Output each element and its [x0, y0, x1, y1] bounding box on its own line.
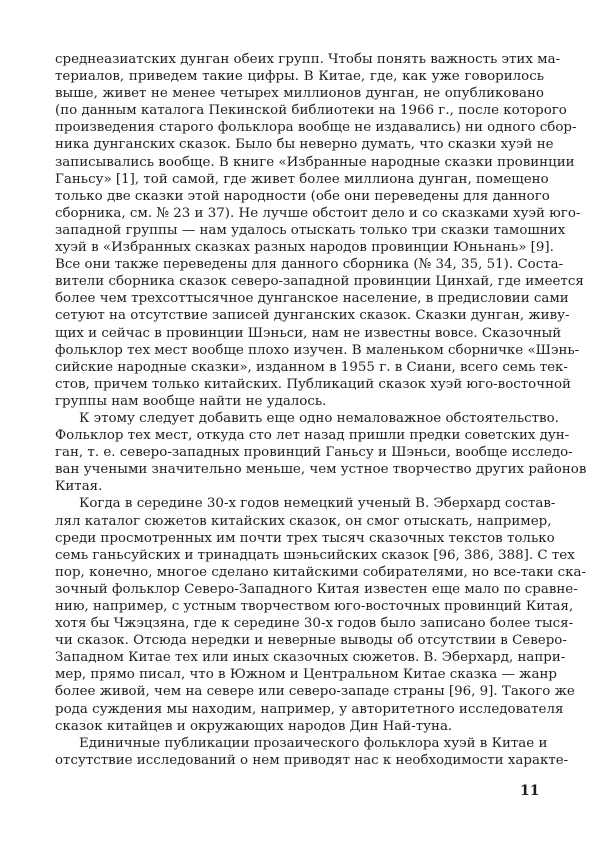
text-line: западной группы — нам удалось отыскать только три сказки тамошних — [55, 222, 566, 238]
text-line: (по данным каталога Пекинской библиотеки на 1966 г., после которого — [55, 103, 567, 119]
text-line: среди просмотренных им почти трех тысяч сказочных текстов только — [55, 530, 555, 546]
text-line: Западном Китае тех или иных сказочных сюжетов. В. Эберхард, напри- — [55, 650, 566, 666]
text-line: записывались вообще. В книге «Избранные народные сказки провинции — [55, 154, 575, 170]
text-line: Ганьсу» [1], той самой, где живет более миллиона дунган, помещено — [55, 171, 549, 187]
text-line: ган, т. е. северо-западных провинций Ганьсу и Шэньси, вообще исследо- — [55, 445, 573, 461]
text-line: териалов, приведем такие цифры. В Китае, где, как уже говорилось — [55, 69, 544, 85]
text-line: выше, живет не менее четырех миллионов дунган, не опубликовано — [55, 86, 544, 102]
text-line: хуэй в «Избранных сказках разных народов провинции Юньнань» [9]. — [55, 240, 554, 256]
text-line: сийские народные сказки», изданном в 1955 г. в Сиани, всего семь тек- — [55, 359, 568, 375]
text-line: более чем трехсоттысячное дунганское население, в предисловии сами — [55, 291, 569, 307]
text-line: сетуют на отсутствие записей дунганских сказок. Сказки дунган, живу- — [55, 308, 570, 324]
text-line: среднеазиатских дунган обеих групп. Чтобы понять важность этих ма- — [55, 52, 561, 67]
text-line: нию, например, с устным творчеством юго-восточных провинций Китая, — [55, 599, 574, 614]
text-line: чи сказок. Отсюда нередки и неверные выводы об отсутствии в Северо- — [55, 633, 567, 649]
paragraph — [55, 410, 587, 495]
text-line: щих и сейчас в провинции Шэньси, нам не известны вовсе. Сказочный — [55, 325, 562, 341]
text-line: Когда в середине 30-х годов немецкий ученый В. Эберхард состав- — [79, 496, 556, 512]
text-line: вители сборника сказок северо-западной провинции Цинхай, где имеется — [55, 274, 584, 290]
text-line: отсутствие исследований о нем приводят нас к необходимости характе- — [55, 752, 569, 768]
text-line: произведения старого фольклора вообще не издавались) ни одного сбор- — [55, 120, 577, 136]
text-line: более живой, чем на севере или северо-западе страны [96, 9]. Такого же — [55, 684, 575, 700]
page-body-text — [55, 51, 587, 769]
text-line: хотя бы Чжэцзяна, где к середине 30-х годов было записано более тыся- — [55, 616, 574, 632]
text-line: фольклор тех мест вообще плохо изучен. В маленьком сборничке «Шэнь- — [55, 342, 580, 358]
text-line: Единичные публикации прозаического фольклора хуэй в Китае и — [79, 735, 548, 751]
text-line: Все они также переведены для данного сборника (№ 34, 35, 51). Соста- — [55, 257, 564, 273]
text-line: сборника, см. № 23 и 37). Не лучше обстоит дело и со сказками хуэй юго- — [55, 205, 581, 221]
text-line: группы нам вообще найти не удалось. — [55, 393, 327, 409]
text-line: пор, конечно, многое сделано китайскими собирателями, но все-таки ска- — [55, 564, 587, 580]
text-line: ван учеными значительно меньше, чем устное творчество других районов — [55, 462, 587, 478]
text-line: мер, прямо писал, что в Южном и Центральном Китае сказка — жанр — [55, 667, 557, 683]
text-line: К этому следует добавить еще одно немаловажное обстоятельство. — [79, 410, 559, 426]
text-line: лял каталог сюжетов китайских сказок, он смог отыскать, например, — [55, 513, 552, 529]
text-line: только две сказки этой народности (обе они переведены для данного — [55, 188, 550, 204]
text-line: семь ганьсуйских и тринадцать шэньсийских сказок [96, 386, 388]. С тех — [55, 547, 575, 563]
paragraph — [55, 735, 569, 769]
paragraph — [55, 495, 587, 734]
text-line: зочный фольклор Северо-Западного Китая известен еще мало по сравне- — [55, 581, 578, 597]
text-line: рода суждения мы находим, например, у авторитетного исследователя — [55, 701, 564, 717]
text-line: сказок китайцев и окружающих народов Дин Най-туна. — [55, 718, 453, 734]
page-number: 11 — [520, 783, 540, 799]
text-line: ника дунганских сказок. Было бы неверно думать, что сказки хуэй не — [55, 137, 554, 153]
paragraph — [55, 51, 584, 410]
text-line: Китая. — [55, 479, 103, 495]
text-line: стов, причем только китайских. Публикаций сказок хуэй юго-восточной — [55, 376, 571, 392]
text-line: Фольклор тех мест, откуда сто лет назад пришли предки советских дун- — [55, 428, 570, 444]
